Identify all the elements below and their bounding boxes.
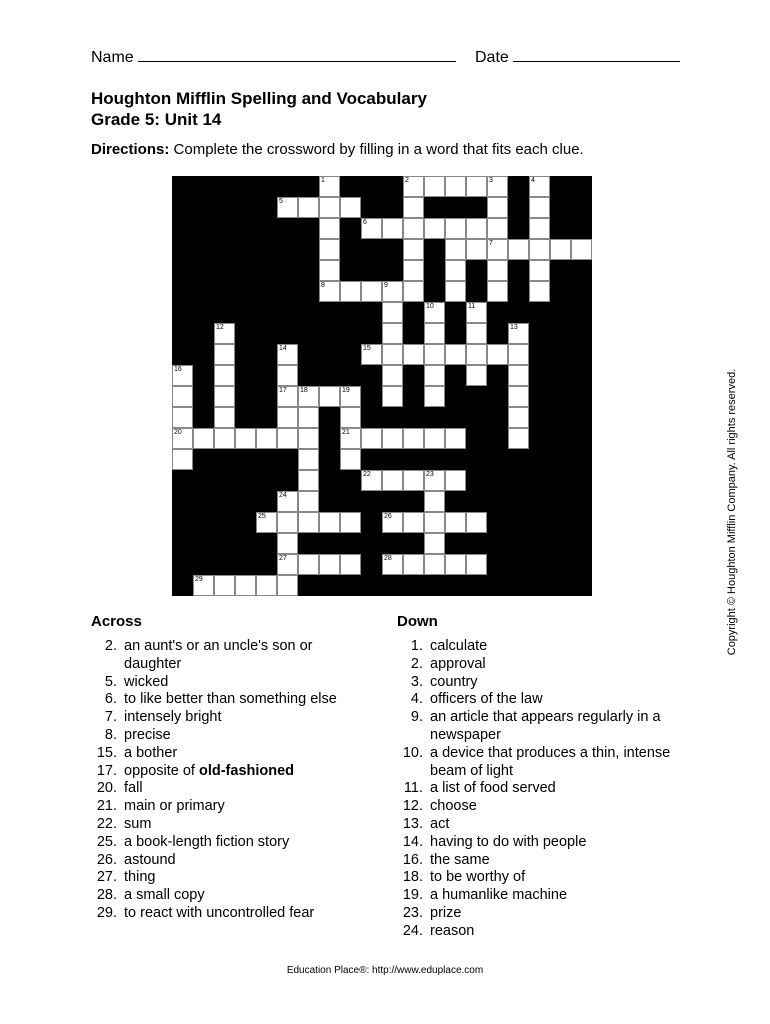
- crossword-cell[interactable]: [508, 428, 529, 449]
- crossword-cell[interactable]: [403, 470, 424, 491]
- clue-text: act: [430, 815, 450, 832]
- crossword-cell[interactable]: [424, 491, 445, 512]
- directions-label: Directions:: [91, 141, 170, 158]
- crossword-cell[interactable]: [424, 344, 445, 365]
- crossword-cell[interactable]: [298, 470, 319, 491]
- across-clues: [91, 638, 361, 923]
- crossword-cell[interactable]: [529, 218, 550, 239]
- across-clue: [91, 816, 361, 834]
- clue-number: 2.: [104, 638, 117, 654]
- crossword-cell[interactable]: [298, 554, 319, 575]
- crossword-cell[interactable]: [256, 512, 277, 533]
- crossword-cell[interactable]: [508, 407, 529, 428]
- crossword-cell[interactable]: [382, 344, 403, 365]
- crossword-cell[interactable]: [403, 197, 424, 218]
- clue-number: 25.: [96, 833, 117, 850]
- across-clue: [91, 834, 361, 852]
- cell-number: 25: [258, 513, 266, 520]
- clue-number: 17.: [96, 762, 117, 779]
- crossword-cell[interactable]: [277, 428, 298, 449]
- clue-text: sum: [124, 815, 152, 832]
- cell-number: 12: [216, 324, 224, 331]
- cell-number: 20: [174, 429, 182, 436]
- cell-number: 4: [531, 177, 535, 184]
- crossword-cell[interactable]: [466, 218, 487, 239]
- crossword-cell[interactable]: [214, 575, 235, 596]
- clue-number: 11.: [403, 780, 423, 797]
- name-label: Name: [91, 49, 134, 66]
- cell-number: 6: [363, 219, 367, 226]
- cell-number: 14: [279, 345, 287, 352]
- down-clue: [397, 905, 687, 923]
- down-clue: [397, 638, 687, 656]
- down-clue: [397, 709, 687, 745]
- clue-number: 10.: [402, 744, 423, 761]
- crossword-cell[interactable]: [466, 512, 487, 533]
- down-clue: [397, 887, 687, 905]
- crossword-cell[interactable]: [466, 302, 487, 323]
- clue-text: calculate: [430, 638, 488, 654]
- crossword-cell[interactable]: [529, 197, 550, 218]
- clue-number: 20.: [96, 780, 117, 797]
- crossword-cell[interactable]: [466, 176, 487, 197]
- crossword-cell[interactable]: [424, 323, 445, 344]
- clue-text: reason: [430, 922, 475, 939]
- crossword-cell[interactable]: [340, 512, 361, 533]
- crossword-cell[interactable]: [487, 176, 508, 197]
- crossword-cell[interactable]: [508, 239, 529, 260]
- crossword-cell[interactable]: [508, 323, 529, 344]
- crossword-cell[interactable]: [424, 218, 445, 239]
- clue-text: a humanlike machine: [430, 887, 568, 904]
- across-clue: [91, 763, 361, 781]
- crossword-cell[interactable]: [571, 239, 592, 260]
- crossword-cell[interactable]: [403, 344, 424, 365]
- crossword-cell[interactable]: [340, 281, 361, 302]
- crossword-cell[interactable]: [277, 344, 298, 365]
- clue-text: fall: [124, 780, 143, 797]
- crossword-cell[interactable]: [382, 428, 403, 449]
- crossword-cell[interactable]: [445, 470, 466, 491]
- clue-number: 23.: [402, 904, 423, 921]
- down-title: Down: [397, 613, 438, 630]
- clue-text: officers of the law: [430, 691, 543, 708]
- clue-text: to be worthy of: [430, 869, 526, 886]
- clue-text: wicked: [124, 673, 169, 690]
- crossword-cell[interactable]: [403, 428, 424, 449]
- crossword-cell[interactable]: [382, 365, 403, 386]
- crossword-cell[interactable]: [466, 344, 487, 365]
- clue-number: 26.: [96, 851, 117, 868]
- crossword-cell[interactable]: [424, 176, 445, 197]
- clue-text: an article that appears regularly in a newspaper: [430, 709, 661, 743]
- crossword-cell[interactable]: [403, 218, 424, 239]
- crossword-cell[interactable]: [340, 554, 361, 575]
- crossword-cell[interactable]: [487, 260, 508, 281]
- directions: [91, 141, 584, 158]
- crossword-cell[interactable]: [214, 386, 235, 407]
- crossword-cell[interactable]: [319, 281, 340, 302]
- crossword-cell[interactable]: [382, 323, 403, 344]
- crossword-cell[interactable]: [298, 491, 319, 512]
- clue-number: 1.: [410, 638, 423, 654]
- down-clue: [397, 674, 687, 692]
- crossword-cell[interactable]: [361, 344, 382, 365]
- crossword-cell[interactable]: [424, 554, 445, 575]
- clue-text: a device that produces a thin, intense beam of light: [430, 744, 671, 779]
- crossword-cell[interactable]: [319, 218, 340, 239]
- crossword-cell[interactable]: [235, 428, 256, 449]
- clue-text: astound: [124, 851, 176, 868]
- clue-text: a list of food served: [430, 780, 556, 797]
- crossword-cell[interactable]: [445, 239, 466, 260]
- clue-number: 24.: [402, 922, 423, 939]
- crossword-cell[interactable]: [319, 197, 340, 218]
- crossword-cell[interactable]: [424, 470, 445, 491]
- clue-text: a book-length fiction story: [124, 833, 290, 850]
- crossword-cell[interactable]: [445, 512, 466, 533]
- across-clue: [91, 691, 361, 709]
- cell-number: 23: [426, 471, 434, 478]
- crossword-cell[interactable]: [319, 512, 340, 533]
- crossword-cell[interactable]: [403, 281, 424, 302]
- page-title: Houghton Mifflin Spelling and Vocabulary: [91, 89, 427, 108]
- crossword-cell[interactable]: [445, 218, 466, 239]
- clue-text: precise: [124, 726, 171, 743]
- crossword-cell[interactable]: [172, 407, 193, 428]
- clue-number: 6.: [104, 691, 117, 708]
- clue-number: 3.: [410, 673, 423, 690]
- across-clue: [91, 674, 361, 692]
- date-row: [475, 47, 680, 67]
- across-clue: [91, 709, 361, 727]
- crossword-cell[interactable]: [424, 512, 445, 533]
- clue-number: 9.: [410, 709, 423, 726]
- crossword-cell[interactable]: [529, 260, 550, 281]
- clue-number: 15.: [96, 744, 117, 761]
- cell-number: 18: [300, 387, 308, 394]
- clue-text: thing: [124, 869, 156, 886]
- crossword-cell[interactable]: [445, 428, 466, 449]
- down-clue: [397, 923, 687, 941]
- name-blank[interactable]: [138, 47, 456, 62]
- crossword-cell[interactable]: [382, 281, 403, 302]
- cell-number: 21: [342, 429, 350, 436]
- clue-number: 22.: [96, 815, 117, 832]
- cell-number: 16: [174, 366, 182, 373]
- clue-number: 13.: [402, 815, 423, 832]
- crossword-cell[interactable]: [382, 218, 403, 239]
- crossword-cell[interactable]: [487, 197, 508, 218]
- crossword-grid: [172, 176, 592, 596]
- crossword-cell[interactable]: [361, 218, 382, 239]
- crossword-cell[interactable]: [319, 176, 340, 197]
- clue-text: to react with uncontrolled fear: [124, 904, 315, 921]
- footer: Education Place®: http://www.eduplace.com: [286, 965, 484, 976]
- cell-number: 26: [384, 513, 392, 520]
- crossword-cell[interactable]: [508, 344, 529, 365]
- crossword-cell[interactable]: [298, 428, 319, 449]
- crossword-cell[interactable]: [235, 575, 256, 596]
- cell-number: 27: [279, 555, 287, 562]
- clue-number: 2.: [410, 655, 423, 672]
- crossword-cell[interactable]: [529, 176, 550, 197]
- crossword-cell[interactable]: [424, 365, 445, 386]
- cell-number: 9: [384, 282, 388, 289]
- across-clue: [91, 745, 361, 763]
- cell-number: 2: [405, 177, 409, 184]
- clue-text: a bother: [124, 744, 178, 761]
- name-row: [91, 47, 456, 67]
- cell-number: 11: [468, 303, 476, 310]
- cell-number: 24: [279, 492, 287, 499]
- down-clue: [397, 852, 687, 870]
- crossword-cell[interactable]: [361, 281, 382, 302]
- clue-text: to like better than something else: [124, 691, 337, 708]
- crossword-cell[interactable]: [466, 365, 487, 386]
- crossword-cell[interactable]: [214, 428, 235, 449]
- clue-number: 19.: [402, 887, 423, 904]
- crossword-cell[interactable]: [445, 281, 466, 302]
- page-subtitle: Grade 5: Unit 14: [91, 110, 222, 129]
- crossword-cell[interactable]: [361, 428, 382, 449]
- clue-text: prize: [430, 904, 462, 921]
- crossword-cell[interactable]: [550, 239, 571, 260]
- across-clue: [91, 798, 361, 816]
- copyright-notice: Copyright © Houghton Mifflin Company. All rights reserved.: [726, 368, 738, 656]
- clue-number: 8.: [104, 726, 117, 743]
- crossword-cell[interactable]: [445, 344, 466, 365]
- crossword-cell[interactable]: [340, 197, 361, 218]
- crossword-cell[interactable]: [256, 575, 277, 596]
- crossword-cell[interactable]: [214, 344, 235, 365]
- crossword-cell[interactable]: [382, 512, 403, 533]
- cell-number: 8: [321, 282, 325, 289]
- crossword-cell[interactable]: [424, 533, 445, 554]
- across-clue: [91, 887, 361, 905]
- crossword-cell[interactable]: [382, 302, 403, 323]
- cell-number: 22: [363, 471, 371, 478]
- crossword-cell[interactable]: [277, 386, 298, 407]
- crossword-cell[interactable]: [340, 407, 361, 428]
- clue-text: approval: [430, 655, 486, 672]
- crossword-cell[interactable]: [319, 260, 340, 281]
- across-clue: [91, 905, 361, 923]
- crossword-cell[interactable]: [340, 449, 361, 470]
- crossword-cell[interactable]: [193, 428, 214, 449]
- date-label: Date: [475, 49, 509, 66]
- cell-number: 13: [510, 324, 518, 331]
- clue-text: opposite of: [124, 762, 199, 779]
- across-clue: [91, 780, 361, 798]
- crossword-cell[interactable]: [277, 512, 298, 533]
- crossword-cell[interactable]: [424, 386, 445, 407]
- across-clue: [91, 852, 361, 870]
- clue-number: 21.: [96, 798, 117, 815]
- crossword-cell[interactable]: [214, 323, 235, 344]
- cell-number: 7: [489, 240, 493, 247]
- crossword-cell[interactable]: [487, 281, 508, 302]
- crossword-cell[interactable]: [403, 260, 424, 281]
- crossword-cell[interactable]: [445, 554, 466, 575]
- cell-number: 1: [321, 177, 325, 184]
- date-blank[interactable]: [513, 47, 680, 62]
- down-clue: [397, 691, 687, 709]
- crossword-cell[interactable]: [277, 533, 298, 554]
- crossword-cell[interactable]: [382, 386, 403, 407]
- crossword-cell[interactable]: [403, 239, 424, 260]
- across-clue: [91, 869, 361, 887]
- crossword-cell[interactable]: [298, 197, 319, 218]
- crossword-cell[interactable]: [277, 197, 298, 218]
- crossword-cell[interactable]: [298, 386, 319, 407]
- crossword-cell[interactable]: [319, 386, 340, 407]
- crossword-cell[interactable]: [445, 176, 466, 197]
- crossword-cell[interactable]: [277, 554, 298, 575]
- crossword-cell[interactable]: [403, 512, 424, 533]
- clue-number: 29.: [96, 904, 117, 921]
- clue-number: 4.: [410, 691, 423, 708]
- down-clue: [397, 798, 687, 816]
- crossword-cell[interactable]: [298, 407, 319, 428]
- crossword-cell[interactable]: [529, 281, 550, 302]
- cell-number: 28: [384, 555, 392, 562]
- clue-text: an aunt's or an uncle's son or daughter: [124, 638, 313, 672]
- clue-emphasis: old-fashioned: [198, 762, 295, 779]
- crossword-cell[interactable]: [172, 365, 193, 386]
- clue-text: the same: [430, 851, 490, 868]
- crossword-cell[interactable]: [466, 554, 487, 575]
- clue-text: having to do with people: [430, 833, 587, 850]
- down-clue: [397, 869, 687, 887]
- crossword-cell[interactable]: [382, 470, 403, 491]
- cell-number: 3: [489, 177, 493, 184]
- cell-number: 15: [363, 345, 371, 352]
- cell-number: 19: [342, 387, 350, 394]
- crossword-cell[interactable]: [298, 512, 319, 533]
- crossword-cell[interactable]: [256, 428, 277, 449]
- crossword-cell[interactable]: [508, 386, 529, 407]
- crossword-cell[interactable]: [277, 407, 298, 428]
- down-clue: [397, 656, 687, 674]
- crossword-cell[interactable]: [277, 575, 298, 596]
- crossword-cell[interactable]: [193, 575, 214, 596]
- clue-text: a small copy: [124, 887, 205, 904]
- across-clue: [91, 638, 361, 674]
- clue-text: intensely bright: [124, 709, 222, 726]
- directions-text: Complete the crossword by filling in a word that fits each clue.: [169, 141, 584, 158]
- crossword-cell[interactable]: [487, 218, 508, 239]
- crossword-cell[interactable]: [424, 428, 445, 449]
- crossword-cell[interactable]: [319, 554, 340, 575]
- crossword-cell[interactable]: [214, 365, 235, 386]
- crossword-cell[interactable]: [403, 554, 424, 575]
- crossword-cell[interactable]: [487, 239, 508, 260]
- cell-number: 17: [279, 387, 287, 394]
- clue-number: 5.: [104, 673, 117, 690]
- crossword-cell[interactable]: [172, 386, 193, 407]
- crossword-cell[interactable]: [361, 470, 382, 491]
- down-clue: [397, 816, 687, 834]
- crossword-cell[interactable]: [466, 239, 487, 260]
- cell-number: 10: [426, 303, 434, 310]
- crossword-cell[interactable]: [382, 554, 403, 575]
- down-clues: [397, 638, 687, 941]
- crossword-cell[interactable]: [424, 302, 445, 323]
- clue-number: 14.: [402, 833, 423, 850]
- crossword-cell[interactable]: [319, 239, 340, 260]
- clue-number: 28.: [96, 887, 117, 904]
- crossword-cell[interactable]: [487, 344, 508, 365]
- crossword-cell[interactable]: [466, 323, 487, 344]
- cell-number: 5: [279, 198, 283, 205]
- clue-text: choose: [430, 798, 477, 815]
- crossword-cell[interactable]: [172, 449, 193, 470]
- clue-number: 16.: [402, 851, 423, 868]
- crossword-cell[interactable]: [403, 176, 424, 197]
- crossword-cell[interactable]: [298, 449, 319, 470]
- crossword-cell[interactable]: [277, 365, 298, 386]
- across-title: Across: [91, 613, 142, 630]
- crossword-cell[interactable]: [172, 428, 193, 449]
- clue-text: main or primary: [124, 798, 225, 815]
- across-clue: [91, 727, 361, 745]
- crossword-cell[interactable]: [340, 386, 361, 407]
- down-clue: [397, 834, 687, 852]
- clue-text: country: [430, 673, 478, 690]
- crossword-cell[interactable]: [445, 260, 466, 281]
- clue-number: 18.: [402, 869, 423, 886]
- down-clue: [397, 780, 687, 798]
- clue-number: 12.: [402, 798, 423, 815]
- crossword-cell[interactable]: [214, 407, 235, 428]
- clue-number: 7.: [104, 709, 117, 726]
- crossword-cell[interactable]: [529, 239, 550, 260]
- crossword-cell[interactable]: [277, 491, 298, 512]
- cell-number: 29: [195, 576, 203, 583]
- crossword-cell[interactable]: [340, 428, 361, 449]
- crossword-cell[interactable]: [508, 365, 529, 386]
- clue-number: 27.: [96, 869, 117, 886]
- down-clue: [397, 745, 687, 781]
